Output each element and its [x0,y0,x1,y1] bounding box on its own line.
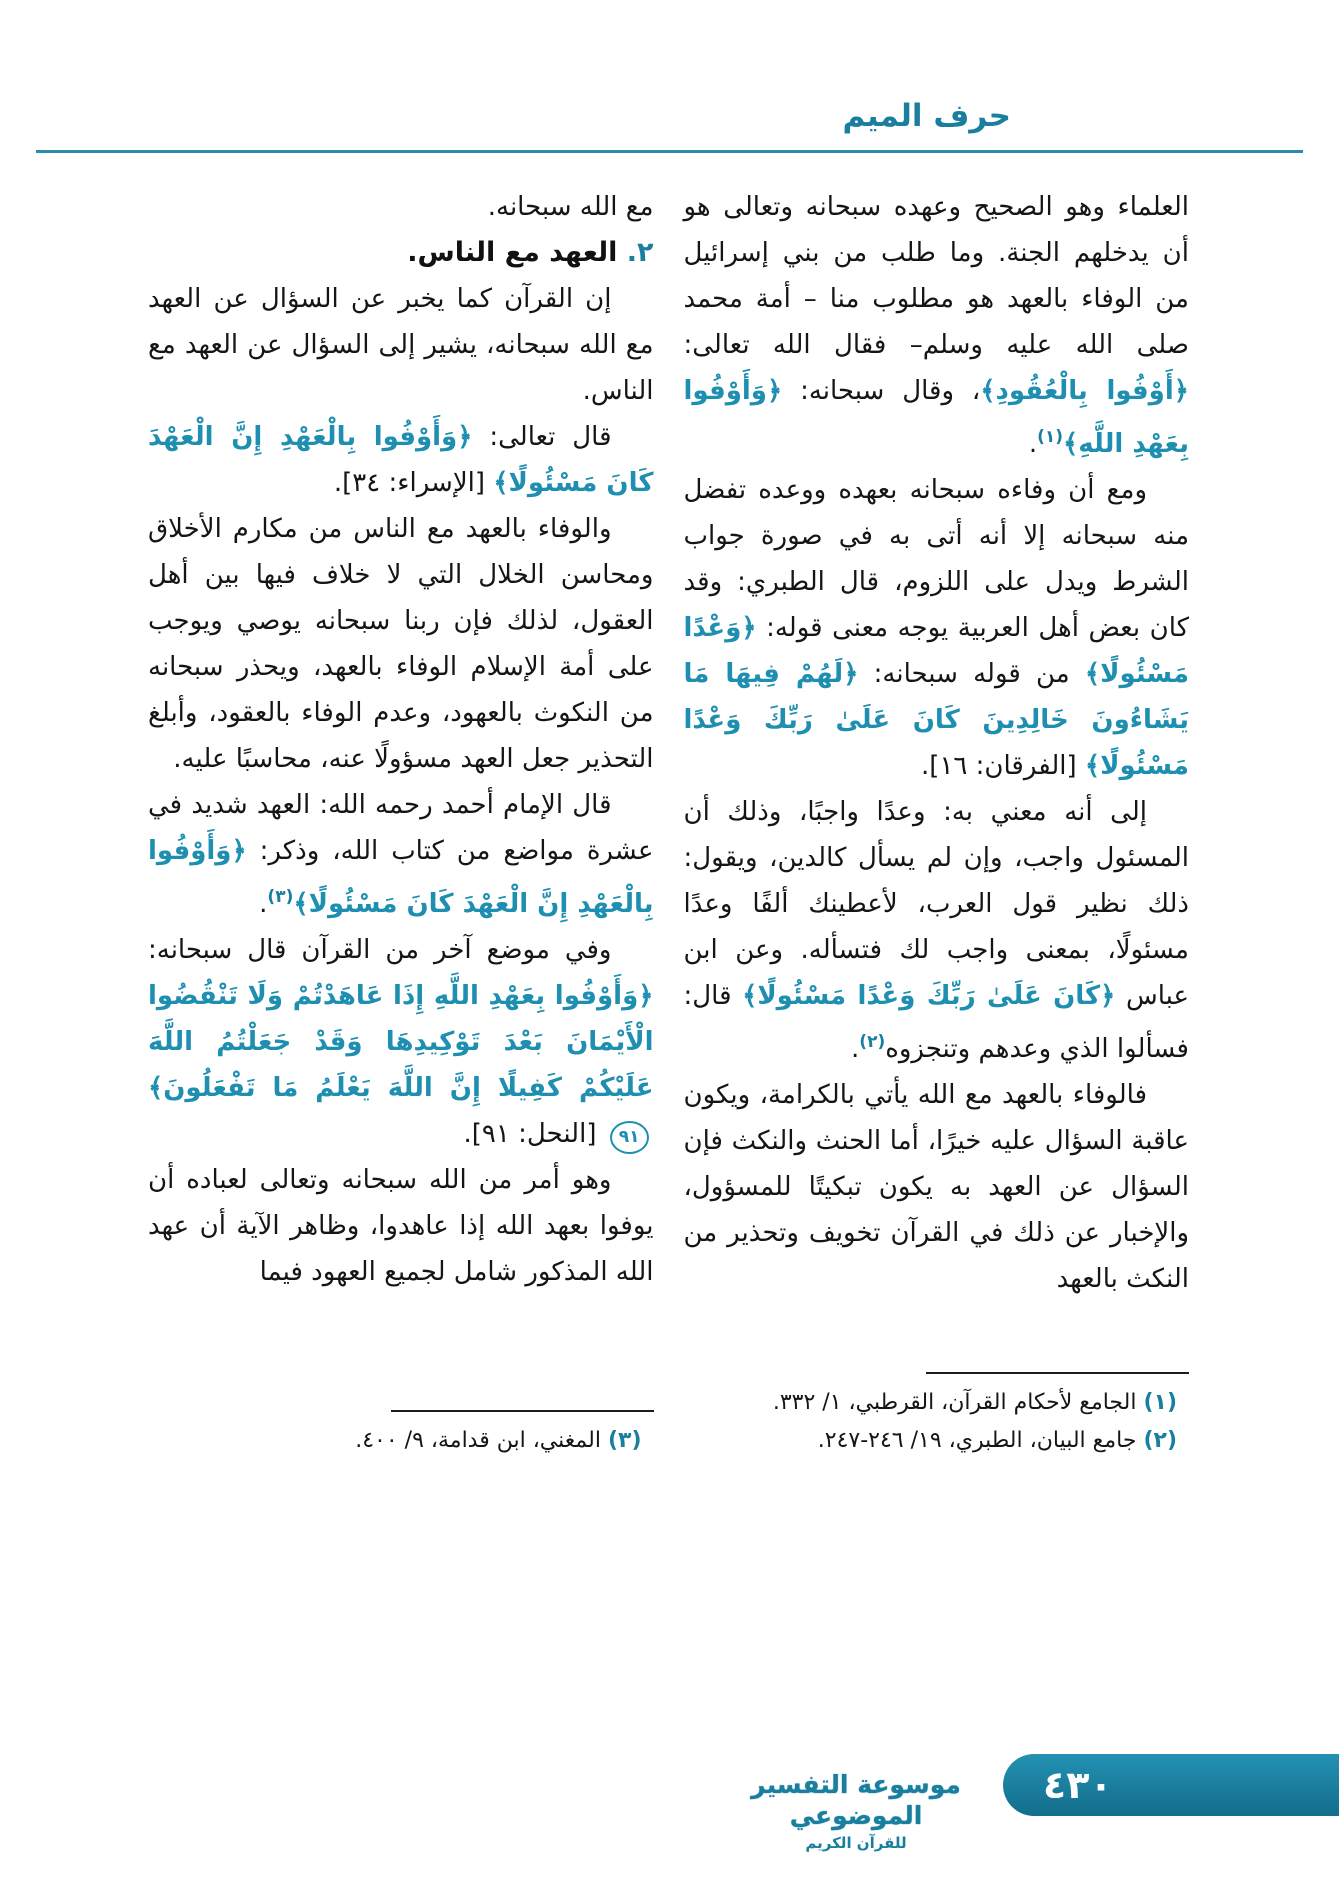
section-heading [148,230,654,276]
text-run: [النحل: ٩١]. [463,1119,605,1149]
paragraph [148,184,654,230]
quran-verse: ﴿وَأَوْفُوا بِعَهْدِ اللَّهِ إِذَا عَاهَدْتُمْ وَلَا تَنْقُضُوا الْأَيْمَانَ بَعْدَ تَوْكِيدِهَا وَقَدْ جَعَلْتُمُ اللَّهَ عَلَيْكُمْ كَفِيلًا إِنَّ اللَّهَ يَعْلَمُ مَا تَفْعَلُونَ﴾ [148,981,654,1103]
paragraph [148,506,654,782]
text-run: وفي موضع آخر من القرآن قال سبحانه: [148,935,612,965]
footnote-text: جامع البيان، الطبري، ١٩/ ٢٤٦-٢٤٧. [817,1428,1144,1453]
text-run: إلى أنه معني به: وعدًا واجبًا، وذلك أن المسئول واجب، وإن لم يسأل كالدين، ويقول: ذلك نظير قول العرب، لأعطينك ألفًا وعدًا مسئولًا، بمعنى واجب لك فتسأله. وعن ابن عباس [683,797,1189,1011]
text-run: قال: فسألوا الذي وعدهم وتنجزوه [683,981,1189,1064]
text-run: . [1028,429,1038,459]
footnotes-right [684,1364,1190,1460]
footnote-marker: (١) [1037,427,1064,447]
footnote-text: الجامع لأحكام القرآن، القرطبي، ١/ ٣٣٢. [772,1390,1144,1415]
footnote-marker: (٣) [267,887,294,907]
footnote-list-left [148,1422,654,1460]
text-run: مع الله سبحانه. [487,192,654,222]
footnote-marker: (٢) [859,1032,886,1052]
publisher-logo [751,1769,961,1852]
footnote-number: (١) [1143,1390,1177,1415]
quran-verse: ﴿كَانَ عَلَىٰ رَبِّكَ وَعْدًا مَسْئُولًا﴾ [742,981,1116,1011]
footnotes-left [148,1402,654,1460]
publisher-logo-subtitle: للقرآن الكريم [805,1834,907,1852]
text-run: قال الإمام أحمد رحمه الله: العهد شديد في عشرة مواضع من كتاب الله، وذكر: [148,790,654,866]
text-run: إن القرآن كما يخبر عن السؤال عن العهد مع الله سبحانه، يشير إلى السؤال عن العهد مع الناس. [148,284,654,406]
heading-number: ٢. [617,237,654,268]
page-number-badge [1003,1754,1339,1816]
footnote-item [684,1422,1190,1460]
text-run: ومع أن وفاءه سبحانه بعهده ووعده تفضل منه سبحانه إلا أنه أتى به في صورة جواب الشرط ويدل على اللزوم، قال الطبري: وقد كان بعض أهل العربية يوجه معنى قوله: [683,475,1189,643]
page-content [148,184,1189,1460]
paragraph [148,927,654,1157]
quran-verse: ﴿وَأَوْفُوا بِعَهْدِ اللَّهِ﴾ [683,376,1189,459]
column-left-text [148,184,654,1295]
paragraph [684,184,1190,467]
paragraph [148,1157,654,1295]
paragraph [684,789,1190,1072]
paragraph [684,467,1190,789]
paragraph [148,276,654,414]
text-run: قال تعالى: [472,422,612,452]
footnote-text: المغني، ابن قدامة، ٩/ ٤٠٠. [355,1428,608,1453]
footnote-number: (٢) [1143,1428,1177,1453]
text-run: ، وقال سبحانه: [782,376,981,406]
text-run: فالوفاء بالعهد مع الله يأتي بالكرامة، ويكون عاقبة السؤال عليه خيرًا، أما الحنث والنكث فإن السؤال عن العهد به يكون تبكيتًا للمسؤول، والإخبار عن ذلك في القرآن تخويف وتحذير من النكث بالعهد [683,1080,1189,1294]
quran-verse: ﴿أَوْفُوا بِالْعُقُودِ﴾ [980,376,1189,406]
column-right-text [684,184,1190,1302]
text-run: والوفاء بالعهد مع الناس من مكارم الأخلاق ومحاسن الخلال التي لا خلاف فيها بين أهل العقول، لذلك فإن ربنا سبحانه يوصي ويوجب على أمة الإسلام الوفاء بالعهد، ويحذر سبحانه من النكوث بالعهود، وعدم الوفاء بالعقود، وأبلغ التحذير جعل العهد مسؤولًا عنه، محاسبًا عليه. [148,514,654,774]
paragraph [148,782,654,927]
ayah-number: ٩١ [610,1121,649,1154]
quran-verse: ﴿وَأَوْفُوا بِالْعَهْدِ إِنَّ الْعَهْدَ كَانَ مَسْئُولًا﴾ [148,422,654,498]
text-run: . [259,889,268,919]
footnote-list-right [684,1384,1190,1460]
header-rule [36,150,1303,153]
paragraph [148,414,654,506]
publisher-logo-title: موسوعة التفسير الموضوعي [751,1770,961,1830]
footnote-separator [391,1410,654,1412]
column-left [148,184,654,1460]
footnote-item [148,1422,654,1460]
text-run: وهو أمر من الله سبحانه وتعالى لعباده أن يوفوا بعهد الله إذا عاهدوا، وظاهر الآية أن عهد الله المذكور شامل لجميع العهود فيما [148,1165,654,1287]
column-right [684,184,1190,1460]
text-run: العلماء وهو الصحيح وعهده سبحانه وتعالى هو أن يدخلهم الجنة. وما طلب من بني إسرائيل من الوفاء بالعهد هو مطلوب منا – أمة محمد صلى الله عليه وسلم– فقال الله تعالى: [683,192,1189,360]
footnote-item [684,1384,1190,1422]
paragraph [684,1072,1190,1302]
chapter-title: حرف الميم [842,98,1011,134]
footnote-number: (٣) [607,1428,642,1453]
text-run: [الفرقان: ١٦]. [921,751,1085,781]
quran-verse: ﴿لَهُمْ فِيهَا مَا يَشَاءُونَ خَالِدِينَ كَانَ عَلَىٰ رَبِّكَ وَعْدًا مَسْئُولًا﴾ [683,659,1189,781]
text-run: . [851,1034,860,1064]
text-run: [الإسراء: ٣٤]. [333,468,494,498]
quran-verse: ﴿وَعْدًا مَسْئُولًا﴾ [683,613,1189,689]
text-run: من قوله سبحانه: [858,659,1085,689]
footnote-separator [926,1372,1189,1374]
heading-text: العهد مع الناس. [407,237,618,268]
page-number: ٤٣٠ [1043,1763,1113,1807]
quran-verse: ﴿وَأَوْفُوا بِالْعَهْدِ إِنَّ الْعَهْدَ كَانَ مَسْئُولًا﴾ [148,836,654,919]
